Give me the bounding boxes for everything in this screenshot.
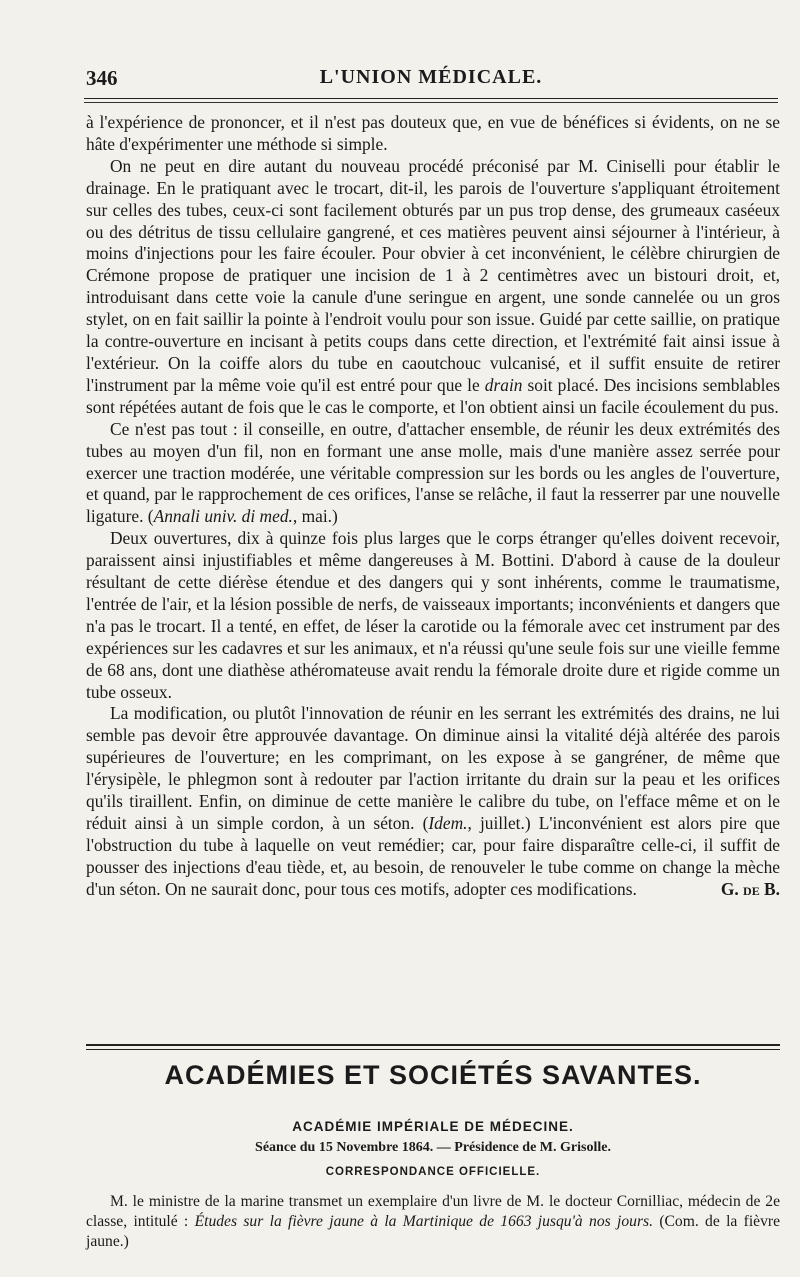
header-rule-thin	[84, 102, 778, 103]
page-number: 346	[86, 66, 118, 90]
paragraph-5-citation: Idem.	[428, 813, 468, 833]
page-header	[84, 62, 778, 98]
correspondence-start: M. le ministre de la marine transmet un exemplaire d'un livre de M. le docteur Cornilliac, médecin de 2e classe, intitulé :	[86, 1193, 780, 1230]
paragraph-4: Deux ouvertures, dix à quinze fois plus larges que le corps étranger qu'elles doivent recevoir, paraissent ainsi injustifiables et même dangereuses à M. Bottini. D'abord à cause de la douleur résultant de cette diérèse étendue et des dangers qui y sont inhérents, comme le traumatisme, l'entrée de l'air, et la lésion possible de nerfs, de vaisseaux importants; inconvénients et dangers que n'a pas le trocart. Il a tenté, en effet, de léser la carotide ou la fémorale avec cet instrument par des expériences sur les cadavres et sur les animaux, et n'a réussi qu'une seule fois sur une vieille femme de 68 ans, dont une diathèse athéromateuse avait rendu la fémorale droite dure et rigide comme un tube osseux.	[86, 528, 780, 702]
article-body	[86, 112, 780, 901]
section-rule-thin	[86, 1049, 780, 1050]
paragraph-5-text: La modification, ou plutôt l'innovation de réunir en les serrant les extrémités des drains, ne lui semble pas devoir être approuvée davantage. On diminue ainsi la vitalité déjà altérée des parois supérieures de l'ouverture; en les comprimant, on les expose à se gangréner, de même que l'érysipèle, le phlegmon sont à redouter par l'action irritante du drain sur la peau et les orifices qu'ils tiraillent. Enfin, on diminue de cette manière le calibre du tube, on l'efface même et on le réduit ainsi à un simple cordon, à un séton. (	[86, 703, 780, 833]
session-heading: Séance du 15 Novembre 1864. — Présidence de M. Grisolle.	[255, 1140, 611, 1155]
correspondence-end: (Com. de la fièvre jaune.)	[86, 1213, 780, 1250]
paragraph-3-citation: Annali univ. di med.	[153, 506, 293, 527]
correspondence-heading: CORRESPONDANCE OFFICIELLE.	[325, 1166, 541, 1178]
section-rule	[86, 1044, 780, 1046]
paragraph-2-end: soit placé. Des incisions semblables sont répétées autant de fois que le cas le comporte, et l'on obtient ainsi un facile écoulement du pus.	[86, 374, 780, 417]
paragraph-3-text: Ce n'est pas tout : il conseille, en outre, d'attacher ensemble, de réunir les deux extrémités des tubes au moyen d'un fil, non en formant une anse molle, mais d'une manière assez serrée pour exercer une traction modérée, une véritable compression sur les bords ou les angles de l'ouverture, et quand, par le rapprochement de ces orifices, l'anse se relâche, il faut la resserrer par une nouvelle ligature. (	[86, 418, 780, 527]
paragraph-3-end: , mai.)	[292, 506, 338, 527]
paragraph-5	[86, 703, 780, 900]
paragraph-5-end: , juillet.) L'inconvénient est alors pire que l'obstruction du tube à laquelle on veut remédier; car, pour faire disparaître celle-ci, il suffit de pousser des injections d'eau tiède, et, au besoin, de renouveler le tube comme on change la mèche d'un séton. On ne saurait donc, pour tous ces motifs, adopter ces modifications.	[86, 813, 780, 899]
academy-heading: ACADÉMIE IMPÉRIALE DE MÉDECINE.	[292, 1119, 574, 1134]
section-title: ACADÉMIES ET SOCIÉTÉS SAVANTES.	[164, 1060, 702, 1090]
correspondence-paragraph	[86, 1192, 780, 1252]
paragraph-2-text: On ne peut en dire autant du nouveau procédé préconisé par M. Ciniselli pour établir le drainage. En le pratiquant avec le trocart, dit-il, les parois de l'ouverture s'appliquant étroitement sur celles des tubes, ceux-ci sont facilement obturés par un pus trop dense, des grumeaux caséeux ou des détritus de tissu cellulaire gangrené, et ces matières peuvent ainsi séjourner à l'intérieur, à moins d'injections pour les faire écouler. Pour obvier à cet inconvénient, le célèbre chirurgien de Crémone propose de pratiquer une incision de 1 à 2 centimètres avec un bistouri droit, et, introduisant dans cette voie la canule d'une seringue en argent, une sonde cannelée ou un gros stylet, on en fait saillir la pointe à l'endroit voulu pour son issue. Guidé par cette saillie, on pratique la contre-ouverture en incisant à petits coups dans cette direction, et l'extrémité fait ainsi issue à l'extérieur. On la coiffe alors du tube en caoutchouc vulcanisé, et il suffit ensuite de retirer l'instrument par la même voie qu'il est entré pour que le	[86, 155, 780, 395]
running-title: L'UNION MÉDICALE.	[319, 66, 543, 88]
book-title: Études sur la fièvre jaune à la Martinique de 1663 jusqu'à nos jours.	[194, 1213, 653, 1230]
paragraph-2	[86, 156, 780, 419]
paragraph-3	[86, 419, 780, 529]
header-rule	[84, 98, 778, 99]
author-signature: G. de B.	[720, 878, 780, 899]
paragraph-2-emphasis: drain	[484, 374, 523, 395]
correspondence-text	[86, 1192, 780, 1252]
paragraph-1: à l'expérience de prononcer, et il n'est pas douteux que, en vue de bénéfices si évidents, on ne se hâte d'expérimenter une méthode si simple.	[86, 112, 780, 154]
